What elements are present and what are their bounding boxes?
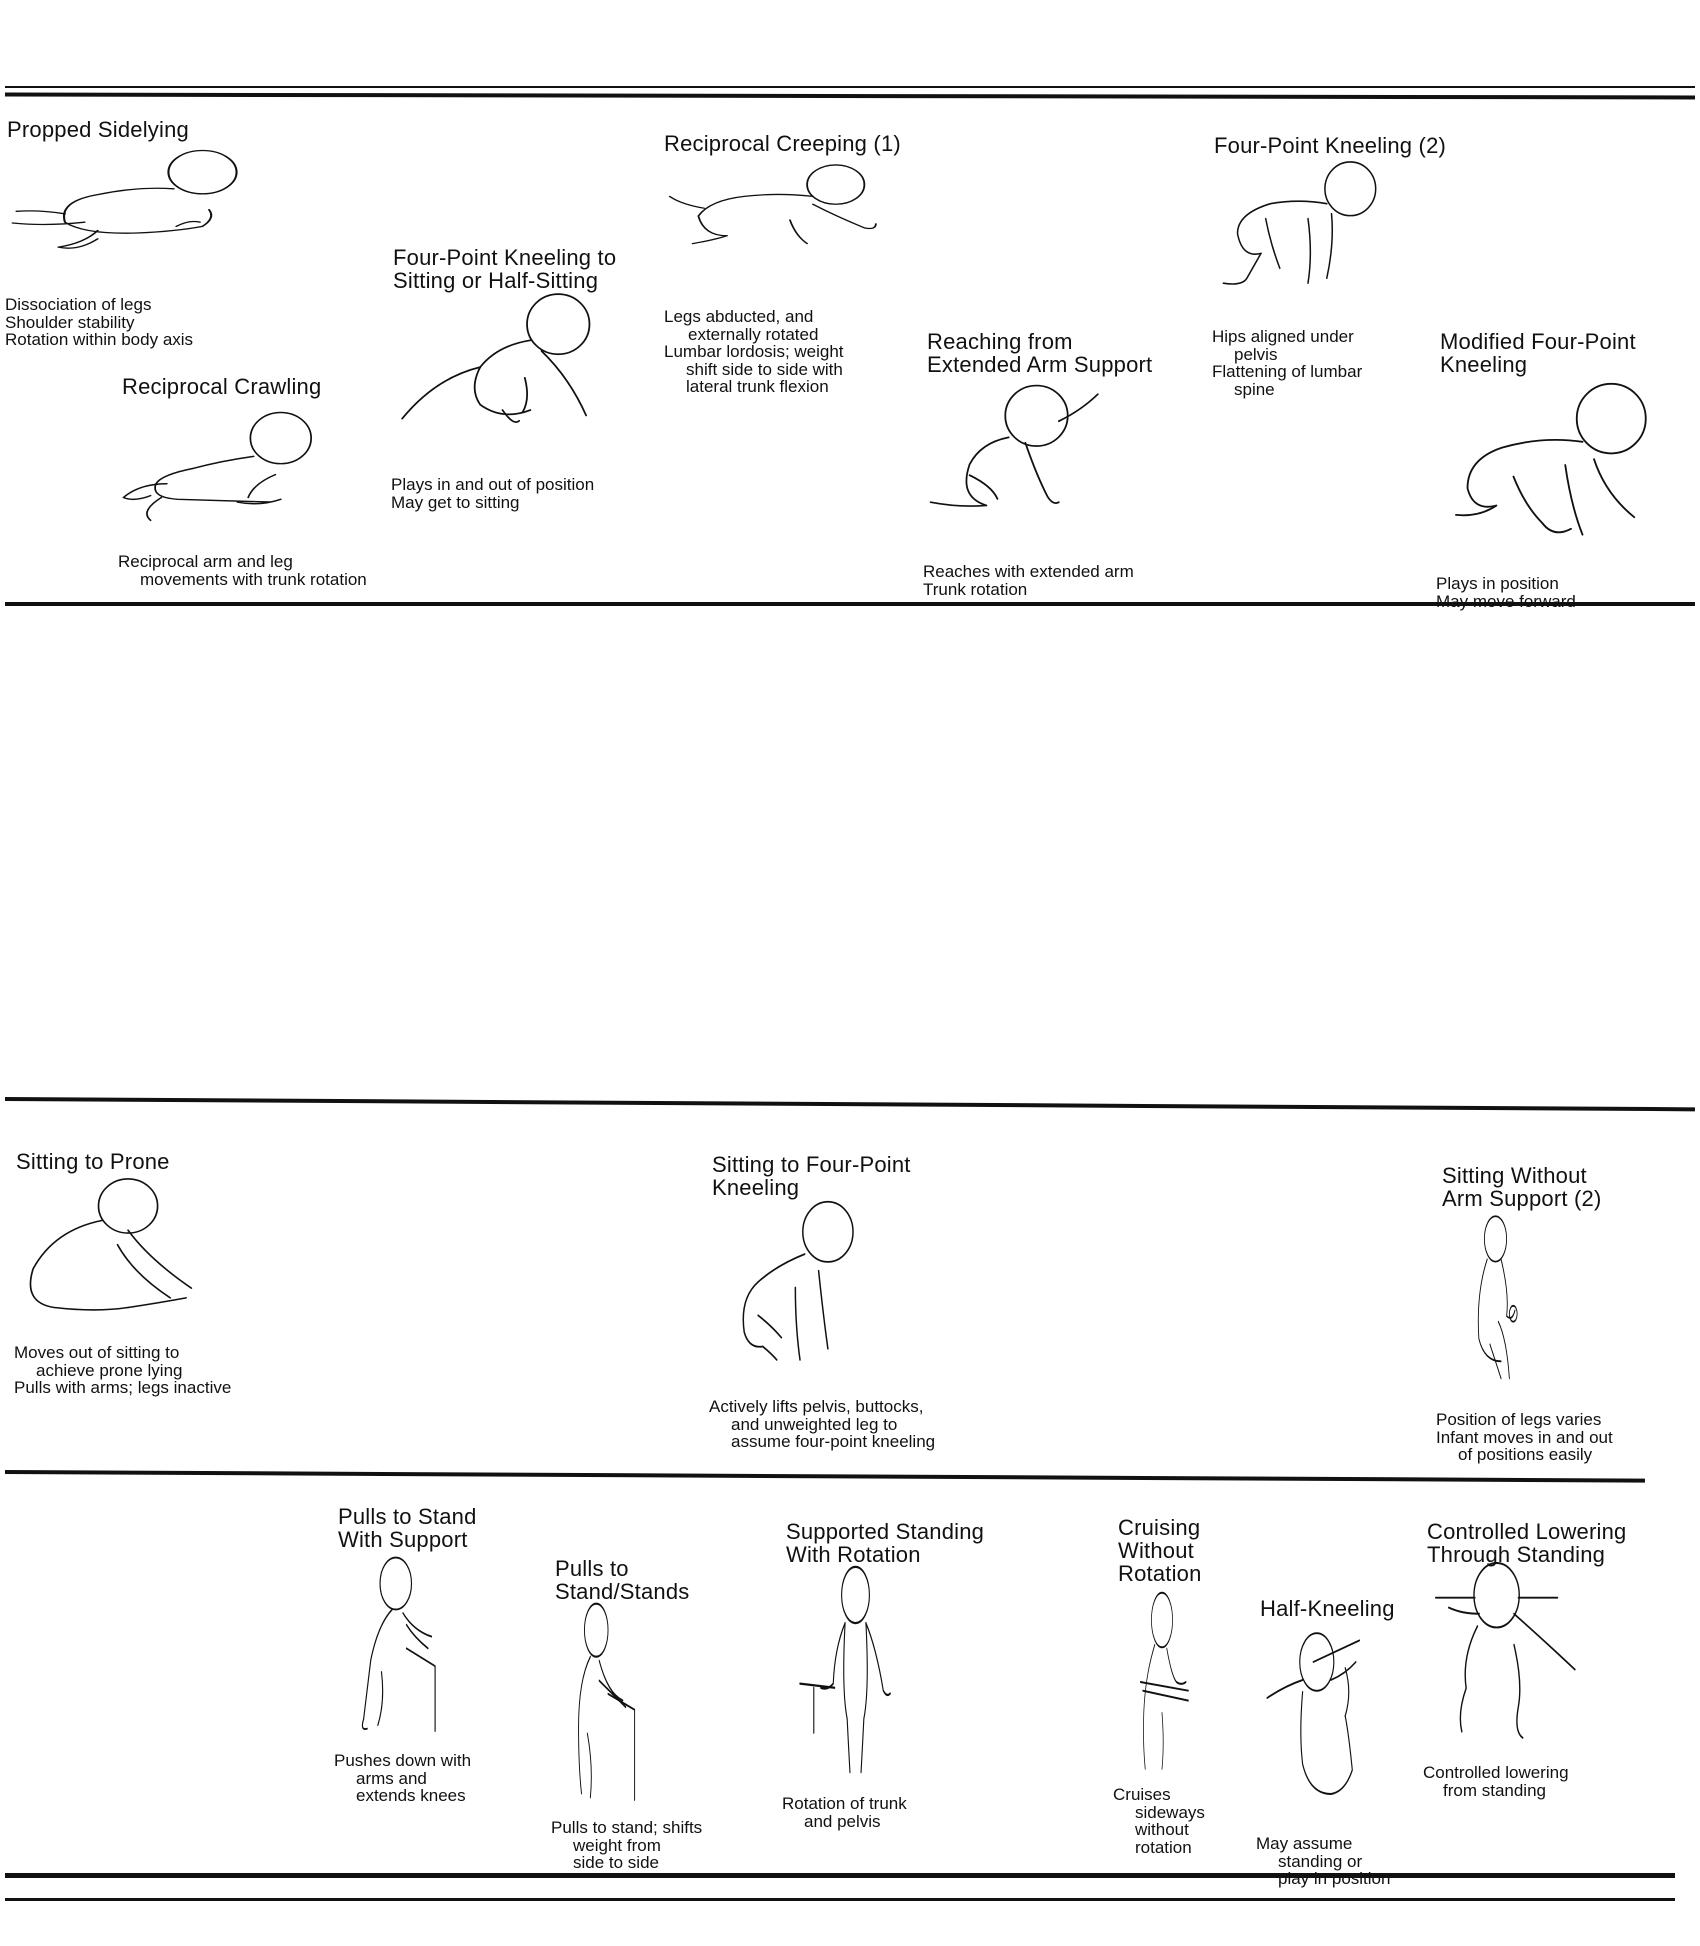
milestone-title	[927, 330, 1152, 376]
milestone-description	[551, 1819, 702, 1872]
description-line: May assume	[1256, 1834, 1353, 1853]
description-line: and unweighted leg to	[731, 1414, 898, 1434]
milestone-title	[786, 1520, 984, 1566]
infant-illustration-side	[6, 143, 268, 268]
description-line: play in position	[1278, 1869, 1391, 1888]
title-line: Stand/Stands	[555, 1579, 690, 1604]
title-line: Reciprocal Crawling	[122, 374, 322, 399]
title-line: Propped Sidelying	[7, 117, 189, 142]
description-line: without	[1135, 1820, 1189, 1839]
title-line: Through Standing	[1427, 1542, 1606, 1567]
section-2-top-rule	[5, 1097, 1695, 1111]
title-line: Controlled Lowering	[1427, 1519, 1627, 1544]
description-line: Pulls to stand; shifts	[551, 1818, 703, 1837]
milestone-title	[1260, 1597, 1395, 1620]
title-line: Without	[1118, 1538, 1194, 1563]
milestone-title	[16, 1150, 170, 1173]
title-line: Four-Point Kneeling to	[393, 245, 617, 270]
description-line: May get to sitting	[391, 492, 520, 512]
title-line: With Rotation	[786, 1542, 921, 1567]
milestone-title	[555, 1557, 690, 1603]
infant-illustration-sit	[1440, 1214, 1551, 1384]
description-line: Legs abducted, and	[664, 307, 814, 326]
milestone-title	[393, 246, 616, 292]
title-line: Sitting to Prone	[16, 1149, 170, 1174]
milestone-description	[1256, 1835, 1390, 1888]
title-line: Supported Standing	[786, 1519, 985, 1544]
description-line: and pelvis	[804, 1811, 881, 1831]
infant-illustration-sitprone	[12, 1177, 223, 1322]
milestone-description	[118, 553, 367, 588]
milestone-title	[664, 132, 901, 155]
title-line: With Support	[338, 1527, 468, 1552]
infant-illustration-stand	[552, 1601, 670, 1800]
description-line: Controlled lowering	[1423, 1763, 1569, 1782]
milestone-title	[1214, 134, 1446, 157]
infant-illustration-cruise	[1114, 1589, 1210, 1775]
description-line: shift side to side with	[686, 359, 843, 379]
description-line: sideways	[1135, 1802, 1205, 1822]
description-line: Plays in position	[1436, 574, 1559, 593]
description-line: Plays in and out of position	[391, 475, 595, 494]
description-line: Reciprocal arm and leg	[118, 552, 293, 571]
description-line: Rotation of trunk	[782, 1794, 907, 1813]
infant-illustration-halfsit	[391, 292, 614, 453]
infant-illustration-sitkneel	[707, 1204, 893, 1371]
description-line: Cruises	[1113, 1785, 1171, 1804]
infant-illustration-front	[786, 1564, 925, 1775]
title-line: Sitting or Half-Sitting	[393, 268, 599, 293]
description-line: weight from	[573, 1835, 661, 1855]
top-rule-thick	[5, 93, 1695, 100]
title-line: Kneeling	[1440, 352, 1528, 377]
milestone-title	[1440, 330, 1636, 376]
milestone-title	[1442, 1164, 1602, 1210]
description-line: assume four-point kneeling	[731, 1432, 936, 1451]
description-line: side to side	[573, 1853, 659, 1872]
infant-illustration-pull	[335, 1554, 478, 1731]
milestone-description	[391, 476, 594, 511]
description-line: lateral trunk flexion	[686, 377, 829, 396]
title-line: Sitting Without	[1442, 1163, 1587, 1188]
description-line: Position of legs varies	[1436, 1410, 1602, 1429]
description-line: arms and	[356, 1768, 427, 1788]
description-line: of positions easily	[1458, 1445, 1593, 1464]
infant-illustration-modkneel	[1433, 378, 1663, 552]
title-line: Reaching from	[927, 329, 1073, 354]
description-line: Shoulder stability	[5, 312, 135, 332]
milestone-description	[709, 1398, 935, 1451]
description-line: achieve prone lying	[36, 1360, 183, 1380]
description-line: Trunk rotation	[923, 579, 1028, 599]
description-line: from standing	[1443, 1780, 1546, 1800]
milestone-title	[712, 1153, 911, 1199]
description-line: Lumbar lordosis; weight	[664, 342, 844, 361]
title-line: Reciprocal Creeping (1)	[664, 131, 901, 156]
title-line: Four-Point Kneeling (2)	[1214, 133, 1447, 158]
title-line: Modified Four-Point	[1440, 329, 1636, 354]
milestone-description	[923, 563, 1134, 598]
section-2-bottom-rule	[5, 1470, 1645, 1483]
milestone-description	[14, 1344, 231, 1397]
milestone-description	[1436, 1411, 1613, 1464]
title-line: Kneeling	[712, 1175, 800, 1200]
milestone-description	[1113, 1786, 1205, 1856]
milestone-description	[1212, 328, 1362, 398]
milestone-description	[1423, 1764, 1569, 1799]
description-line: Actively lifts pelvis, buttocks,	[709, 1397, 924, 1416]
description-line: Flattening of lumbar	[1212, 362, 1363, 381]
milestone-description	[1436, 575, 1576, 610]
description-line: extends knees	[356, 1786, 466, 1805]
description-line: movements with trunk rotation	[140, 569, 367, 589]
description-line: rotation	[1135, 1837, 1192, 1857]
description-line: Moves out of sitting to	[14, 1343, 180, 1362]
milestone-title	[338, 1505, 477, 1551]
infant-illustration-lower	[1427, 1558, 1601, 1744]
title-line: Pulls to	[555, 1556, 629, 1581]
title-line: Arm Support (2)	[1442, 1186, 1602, 1211]
milestone-description	[664, 308, 844, 396]
title-line: Sitting to Four-Point	[712, 1152, 911, 1177]
description-line: pelvis	[1234, 344, 1278, 364]
milestone-title	[1118, 1516, 1202, 1585]
infant-illustration-halfkneel	[1260, 1626, 1402, 1806]
bottom-rule-thin	[5, 1898, 1675, 1901]
description-line: Hips aligned under	[1212, 327, 1354, 346]
description-line: Rotation within body axis	[5, 330, 194, 349]
milestone-description	[5, 296, 193, 349]
infant-illustration-prone	[118, 397, 335, 534]
description-line: Reaches with extended arm	[923, 562, 1134, 581]
top-rule-thin	[5, 86, 1695, 88]
description-line: Infant moves in and out	[1436, 1427, 1613, 1447]
bottom-rule-thick	[5, 1873, 1675, 1878]
description-line: May move forward	[1436, 591, 1576, 611]
description-line: externally rotated	[688, 324, 819, 344]
milestone-description	[334, 1752, 471, 1805]
title-line: Extended Arm Support	[927, 352, 1153, 377]
infant-illustration-reach	[925, 378, 1148, 540]
description-line: Dissociation of legs	[5, 295, 152, 314]
title-line: Half-Kneeling	[1260, 1596, 1395, 1621]
milestone-description	[782, 1795, 907, 1830]
title-line: Cruising	[1118, 1515, 1201, 1540]
infant-illustration-kneel	[1214, 159, 1402, 308]
milestone-title	[122, 375, 321, 398]
description-line: Pushes down with	[334, 1751, 472, 1770]
description-line: spine	[1234, 379, 1275, 399]
title-line: Rotation	[1118, 1561, 1202, 1586]
description-line: standing or	[1278, 1851, 1363, 1871]
title-line: Pulls to Stand	[338, 1504, 477, 1529]
infant-illustration-creep	[664, 161, 893, 279]
milestone-title	[7, 118, 189, 141]
description-line: Pulls with arms; legs inactive	[14, 1378, 232, 1397]
